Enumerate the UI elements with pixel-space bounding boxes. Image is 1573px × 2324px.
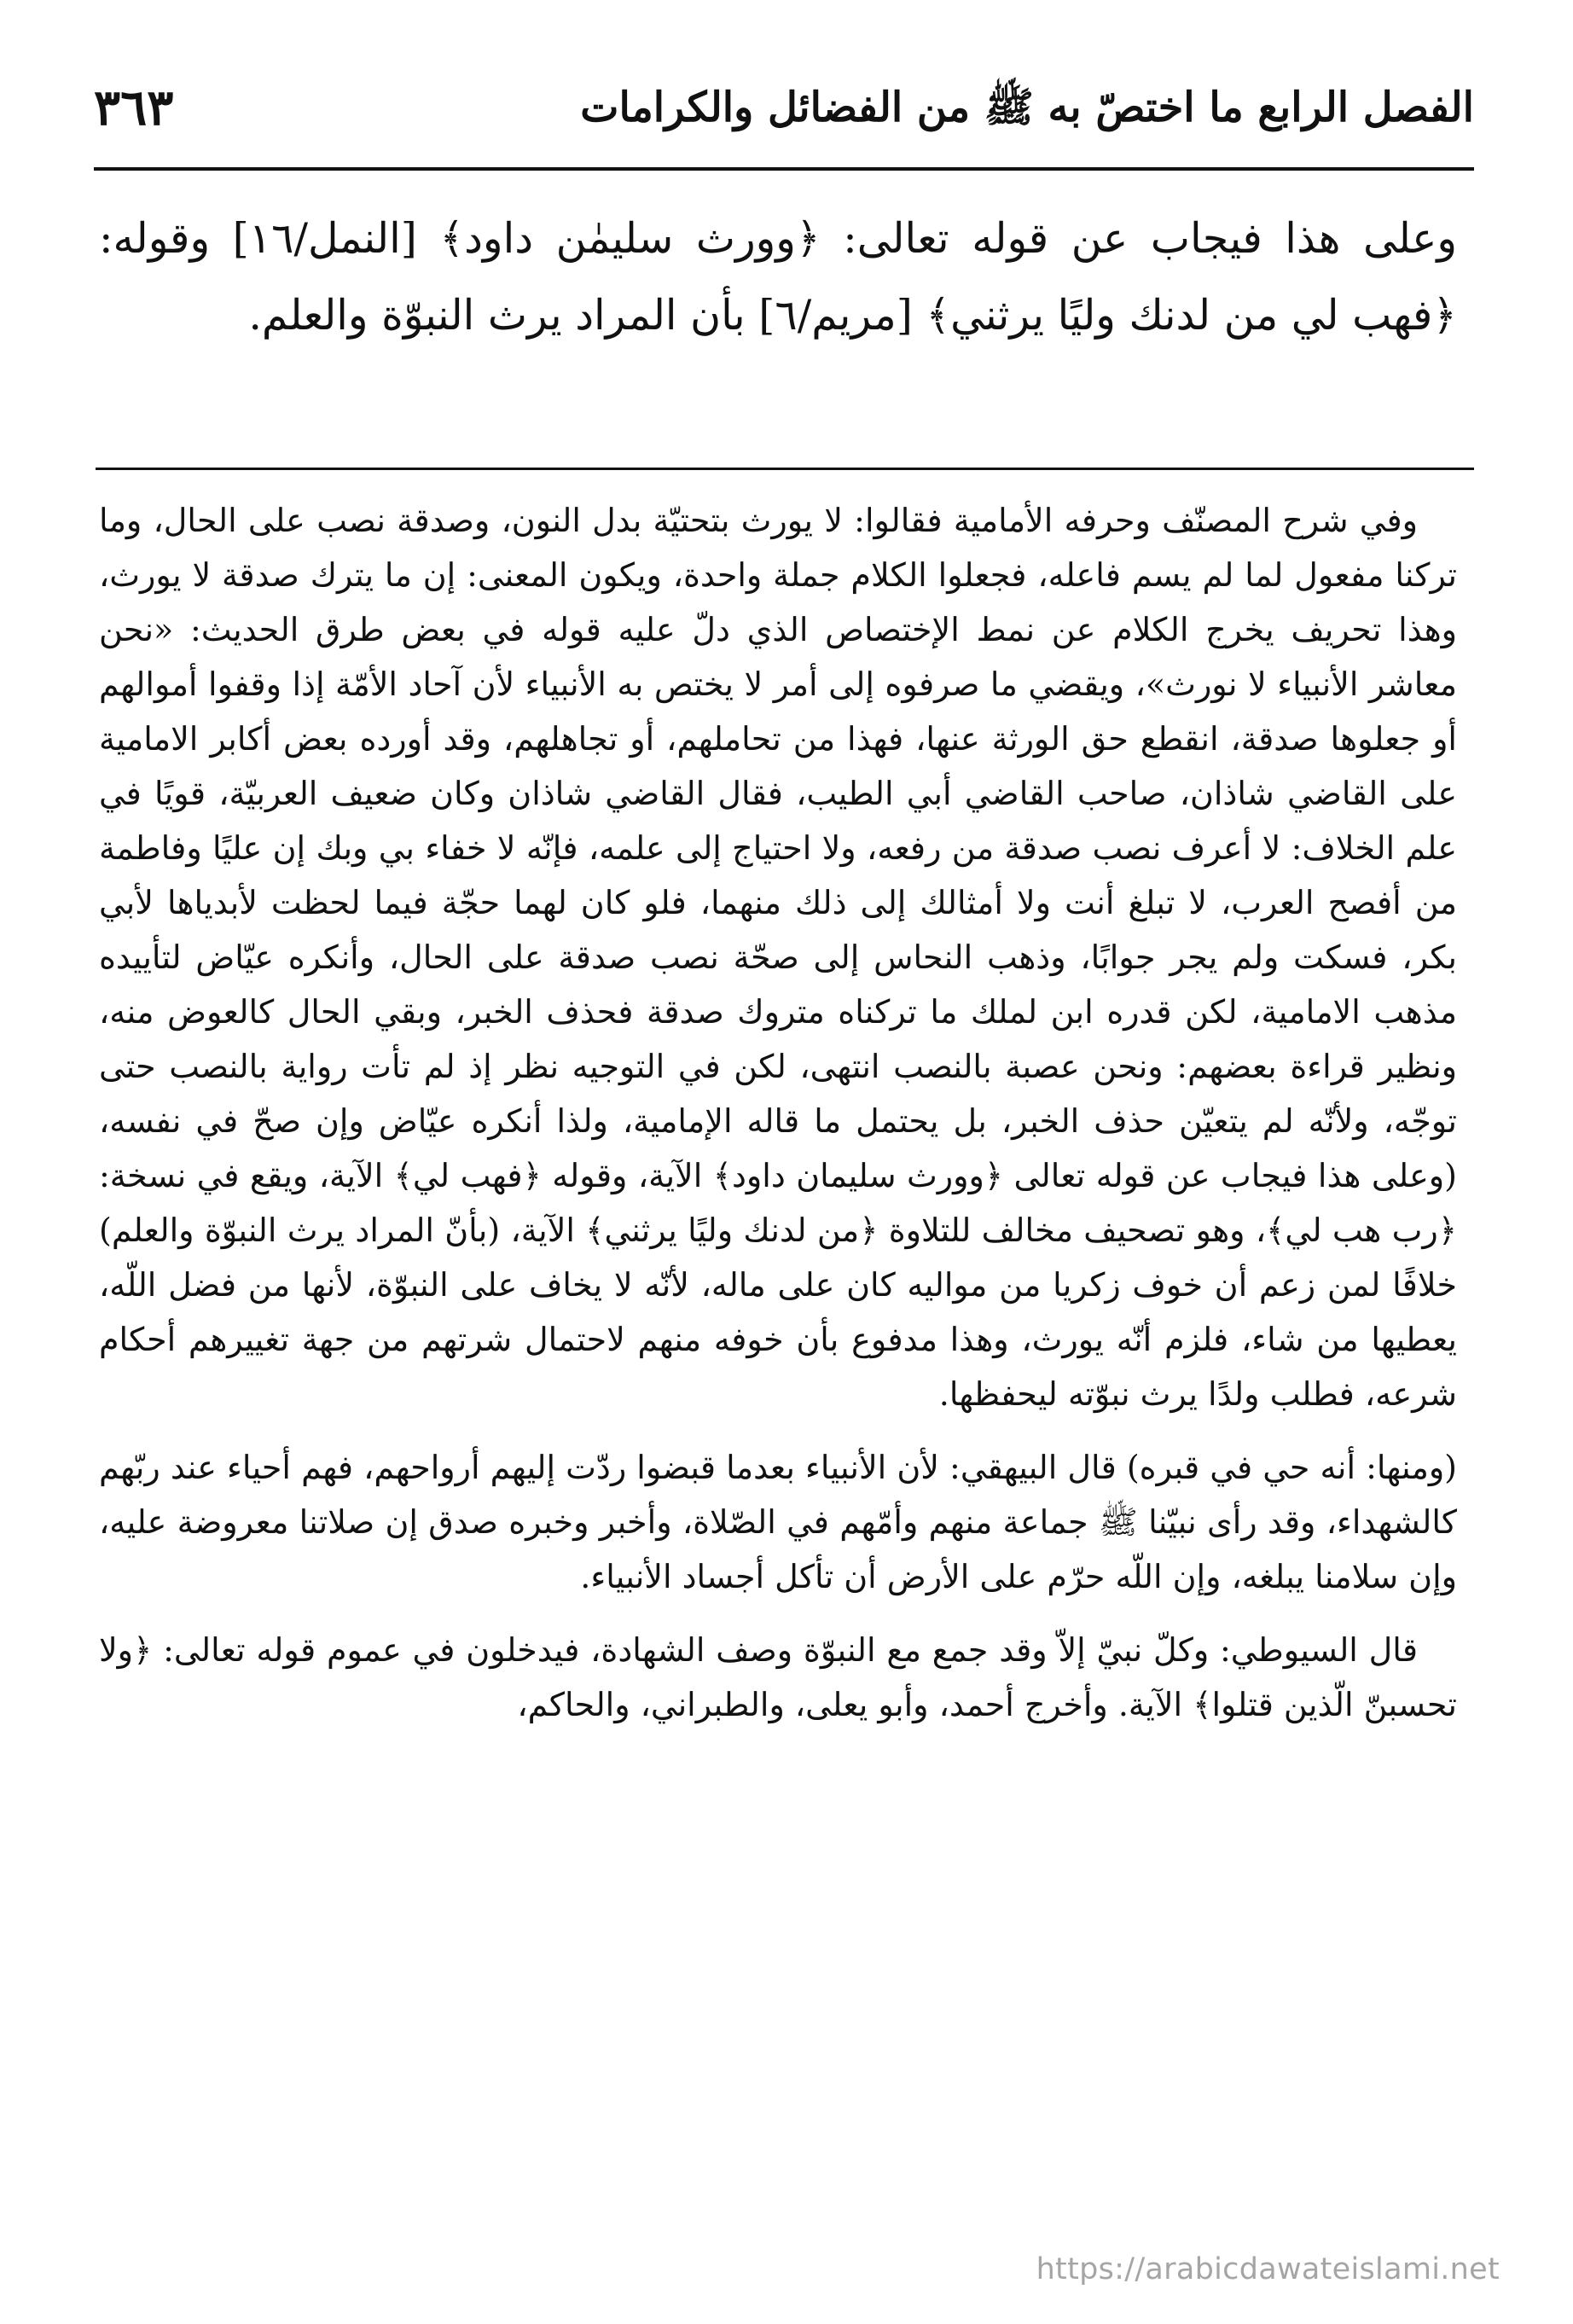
website-watermark: https://arabicdawateislami.net bbox=[1036, 2252, 1500, 2286]
commentary-paragraph-3: قال السيوطي: وكلّ نبيّ إلاّ وقد جمع مع النبوّة وصف الشهادة، فيدخلون في عموم قوله تعالى: ﴿ولا تحسبنّ الّذين قتلوا﴾ الآية. وأخرج أحمد، وأبو يعلى، والطبراني، والحاكم، bbox=[99, 1631, 1457, 1723]
commentary-paragraph-1: وفي شرح المصنّف وحرفه الأمامية فقالوا: لا يورث بتحتيّة بدل النون، وصدقة نصب على الحال، وما تركنا مفعول لما لم يسم فاعله، فجعلوا الكلام جملة واحدة، ويكون المعنى: إن ما يترك صدقة لا يورث، وهذا تحريف يخرج الكلام عن نمط الإختصاص الذي دلّ عليه قوله في بعض طرق الحديث: «نحن معاشر الأنبياء لا نورث»، ويقضي ما صرفوه إلى أمر لا يختص به الأنبياء لأن آحاد الأمّة إذا وقفوا أموالهم أو جعلوها صدقة، انقطع حق الورثة عنها، فهذا من تحاملهم، أو تجاهلهم، وقد أورده بعض أكابر الامامية على القاضي شاذان، صاحب القاضي أبي الطيب، فقال القاضي شاذان وكان ضعيف العربيّة، قويًا في علم الخلاف: لا أعرف نصب صدقة من رفعه، ولا احتياج إلى علمه، فإنّه لا خفاء بي وبك إن عليًا وفاطمة من أفصح العرب، لا تبلغ أنت ولا أمثالك إلى ذلك منهما، فلو كان لهما حجّة فيما لحظت لأبدياها لأبي بكر، فسكت ولم يجر جوابًا، وذهب النحاس إلى صحّة نصب صدقة على الحال، وأنكره عيّاض لتأييده مذهب الامامية، لكن قدره ابن لملك ما تركناه متروك صدقة فحذف الخبر، وبقي الحال كالعوض منه، ونظير قراءة بعضهم: ونحن عصبة بالنصب انتهى، لكن في التوجيه نظر إذ لم تأت رواية بالنصب حتى توجّه، ولأنّه لم يتعيّن حذف الخبر، بل يحتمل ما قاله الإمامية، ولذا أنكره عيّاض وإن صحّ في نفسه، (وعلى هذا فيجاب عن قوله تعالى ﴿وورث سليمان داود﴾ الآية، وقوله ﴿فهب لي﴾ الآية، ويقع في نسخة: ﴿رب هب لي﴾، وهو تصحيف مخالف للتلاوة ﴿من لدنك وليًا يرثني﴾ الآية، (بأنّ المراد يرث النبوّة والعلم) خلافًا لمن زعم أن خوف زكريا من مواليه كان على ماله، لأنّه لا يخاف على النبوّة، لأنها من فضل اللّه، يعطيها من شاء، فلزم أنّه يورث، وهذا مدفوع بأن خوفه منهم لاحتمال شرتهم من جهة تغييرهم أحكام شرعه، فطلب ولدًا يرث نبوّته ليحفظها. bbox=[99, 502, 1457, 1413]
page-number: ٣٦٣ bbox=[94, 78, 174, 137]
main-text-paragraph: وعلى هذا فيجاب عن قوله تعالى: ﴿وورث سليمٰن داود﴾ [النمل/١٦] وقوله: ﴿فهب لي من لدنك وليًا يرثني﴾ [مريم/٦] بأن المراد يرث النبوّة والعلم. bbox=[99, 214, 1457, 340]
running-header bbox=[94, 78, 1474, 157]
commentary-paragraph-2: (ومنها: أنه حي في قبره) قال البيهقي: لأن الأنبياء بعدما قبضوا ردّت إليهم أرواحهم، فهم أحياء عند ربّهم كالشهداء، وقد رأى نبيّنا ﷺ جماعة منهم وأمّهم في الصّلاة، وأخبر وخبره صدق إن صلاتنا معروضة عليه، وإن سلامنا يبلغه، وإن اللّه حرّم على الأرض أن تأكل أجساد الأنبياء. bbox=[99, 1449, 1457, 1595]
commentary-block bbox=[99, 493, 1457, 1732]
main-text-block bbox=[99, 200, 1457, 354]
header-rule bbox=[94, 167, 1474, 171]
section-divider bbox=[96, 468, 1474, 470]
chapter-title: الفصل الرابع ما اختصّ به ﷺ من الفضائل والكرامات bbox=[580, 84, 1474, 131]
